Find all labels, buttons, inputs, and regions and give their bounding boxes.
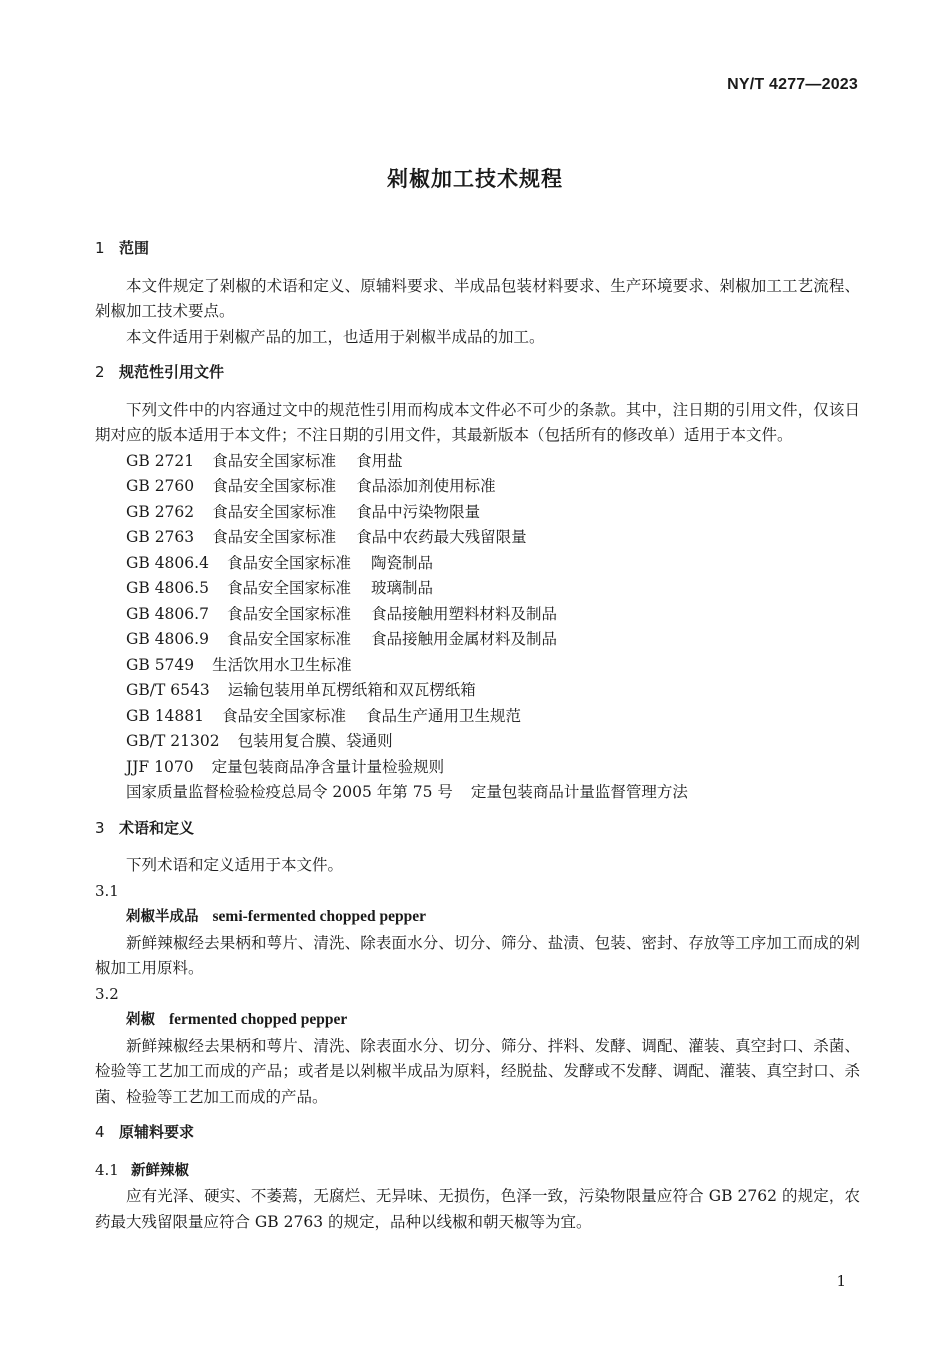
reference-code: GB 4806.5 <box>126 579 209 597</box>
section-title: 术语和定义 <box>119 818 195 837</box>
section-4-heading <box>95 1120 860 1146</box>
reference-title: 生活饮用水卫生标准 <box>212 655 352 674</box>
reference-item <box>126 551 860 577</box>
term-english: fermented chopped pepper <box>169 1011 348 1028</box>
term-number: 3.2 <box>95 984 119 1003</box>
document-title: 剁椒加工技术规程 <box>387 167 563 191</box>
term-definition: 新鲜辣椒经去果柄和萼片、清洗、除表面水分、切分、筛分、盐渍、包装、密封、存放等工序加工而成的剁椒加工用原料。 <box>95 933 860 977</box>
reference-subtitle: 食品添加剂使用标准 <box>356 477 496 495</box>
term-chinese: 剁椒 <box>126 1012 155 1028</box>
term-heading <box>95 1007 860 1034</box>
reference-subtitle: 食用盐 <box>356 451 403 470</box>
reference-item <box>126 525 860 551</box>
reference-title: 包装用复合膜、袋通则 <box>237 732 393 750</box>
reference-code: GB/T 6543 <box>126 681 210 699</box>
reference-item <box>126 678 860 704</box>
reference-item <box>126 627 860 653</box>
reference-item <box>126 500 860 526</box>
reference-title: 食品安全国家标准 <box>222 706 347 725</box>
reference-title: 食品安全国家标准 <box>212 477 337 495</box>
reference-title: 食品安全国家标准 <box>212 502 337 521</box>
reference-code: GB 2760 <box>126 477 195 495</box>
reference-code: GB 4806.4 <box>126 553 209 572</box>
reference-title: 食品安全国家标准 <box>226 630 351 648</box>
reference-item <box>126 729 860 755</box>
section-number: 3 <box>95 818 105 837</box>
section-number: 1 <box>95 239 105 257</box>
reference-title: 定量包装商品净含量计量检验规则 <box>211 757 445 776</box>
reference-title: 食品安全国家标准 <box>212 528 337 546</box>
section-title: 原辅料要求 <box>119 1123 195 1141</box>
reference-title: 食品安全国家标准 <box>226 579 351 597</box>
reference-code: GB 2721 <box>126 451 195 470</box>
reference-code: GB 4806.7 <box>126 604 209 623</box>
reference-code: 国家质量监督检验检疫总局令 2005 年第 75 号 <box>126 783 453 801</box>
subsection-title: 新鲜辣椒 <box>131 1162 189 1179</box>
reference-code: GB 4806.9 <box>126 630 209 648</box>
standard-code: NY/T 4277—2023 <box>727 76 858 93</box>
reference-item <box>126 780 860 806</box>
reference-item <box>126 653 860 679</box>
paragraph: 下列术语和定义适用于本文件。 <box>126 856 344 874</box>
paragraph: 本文件适用于剁椒产品的加工，也适用于剁椒半成品的加工。 <box>126 327 545 346</box>
section-2-heading <box>95 360 860 386</box>
section-number: 4 <box>95 1123 105 1141</box>
reference-title: 食品安全国家标准 <box>212 451 337 470</box>
document-body <box>95 236 860 1235</box>
page-number: 1 <box>836 1272 846 1290</box>
subsection-number: 4.1 <box>95 1160 119 1179</box>
reference-item <box>126 755 860 781</box>
reference-code: GB 2763 <box>126 528 195 546</box>
reference-subtitle: 玻璃制品 <box>370 579 433 597</box>
paragraph: 本文件规定了剁椒的术语和定义、原辅料要求、半成品包装材料要求、生产环境要求、剁椒加工工艺流程、剁椒加工技术要点。 <box>95 276 860 320</box>
subsection-heading <box>95 1158 860 1185</box>
reference-subtitle: 食品接触用塑料材料及制品 <box>370 604 557 623</box>
term-chinese: 剁椒半成品 <box>126 909 199 925</box>
reference-code: GB 5749 <box>126 655 195 674</box>
reference-item <box>126 602 860 628</box>
term-english: semi-fermented chopped pepper <box>212 908 427 925</box>
reference-subtitle: 食品生产通用卫生规范 <box>366 706 522 725</box>
section-3-heading <box>95 816 860 842</box>
reference-title: 运输包装用单瓦楞纸箱和双瓦楞纸箱 <box>227 681 476 699</box>
term-number: 3.1 <box>95 881 119 900</box>
term-heading <box>95 904 860 931</box>
reference-subtitle: 食品中污染物限量 <box>356 502 481 521</box>
reference-item <box>126 576 860 602</box>
paragraph: 下列文件中的内容通过文中的规范性引用而构成本文件必不可少的条款。其中，注日期的引用文件，仅该日期对应的版本适用于本文件；不注日期的引用文件，其最新版本（包括所有的修改单）适用于本文件。 <box>95 400 860 444</box>
reference-subtitle: 食品接触用金属材料及制品 <box>370 630 557 648</box>
reference-code: GB 2762 <box>126 502 195 521</box>
section-1-heading <box>95 236 860 262</box>
reference-item <box>126 449 860 475</box>
reference-subtitle: 食品中农药最大残留限量 <box>356 528 527 546</box>
reference-subtitle: 陶瓷制品 <box>370 553 433 572</box>
section-number: 2 <box>95 363 105 381</box>
reference-code: JJF 1070 <box>126 757 194 776</box>
term-definition: 新鲜辣椒经去果柄和萼片、清洗、除表面水分、切分、筛分、拌料、发酵、调配、灌装、真空封口、杀菌、检验等工艺加工而成的产品；或者是以剁椒半成品为原料，经脱盐、发酵或不发酵、调配、灌装、真空封口、杀菌、检验等工艺加工而成的产品。 <box>95 1036 860 1106</box>
reference-item <box>126 704 860 730</box>
reference-item <box>126 474 860 500</box>
paragraph: 应有光泽、硬实、不萎蔫，无腐烂、无异味、无损伤，色泽一致，污染物限量应符合 GB 2762 的规定，农药最大残留限量应符合 GB 2763 的规定，品种以线椒和朝天椒等为宜。 <box>95 1187 860 1231</box>
reference-title: 食品安全国家标准 <box>226 604 351 623</box>
section-title: 规范性引用文件 <box>119 363 225 381</box>
reference-title: 食品安全国家标准 <box>226 553 351 572</box>
reference-code: GB/T 21302 <box>126 732 220 750</box>
reference-code: GB 14881 <box>126 706 205 725</box>
section-title: 范围 <box>119 239 150 257</box>
reference-list <box>95 449 860 806</box>
reference-title: 定量包装商品计量监督管理方法 <box>470 783 688 801</box>
